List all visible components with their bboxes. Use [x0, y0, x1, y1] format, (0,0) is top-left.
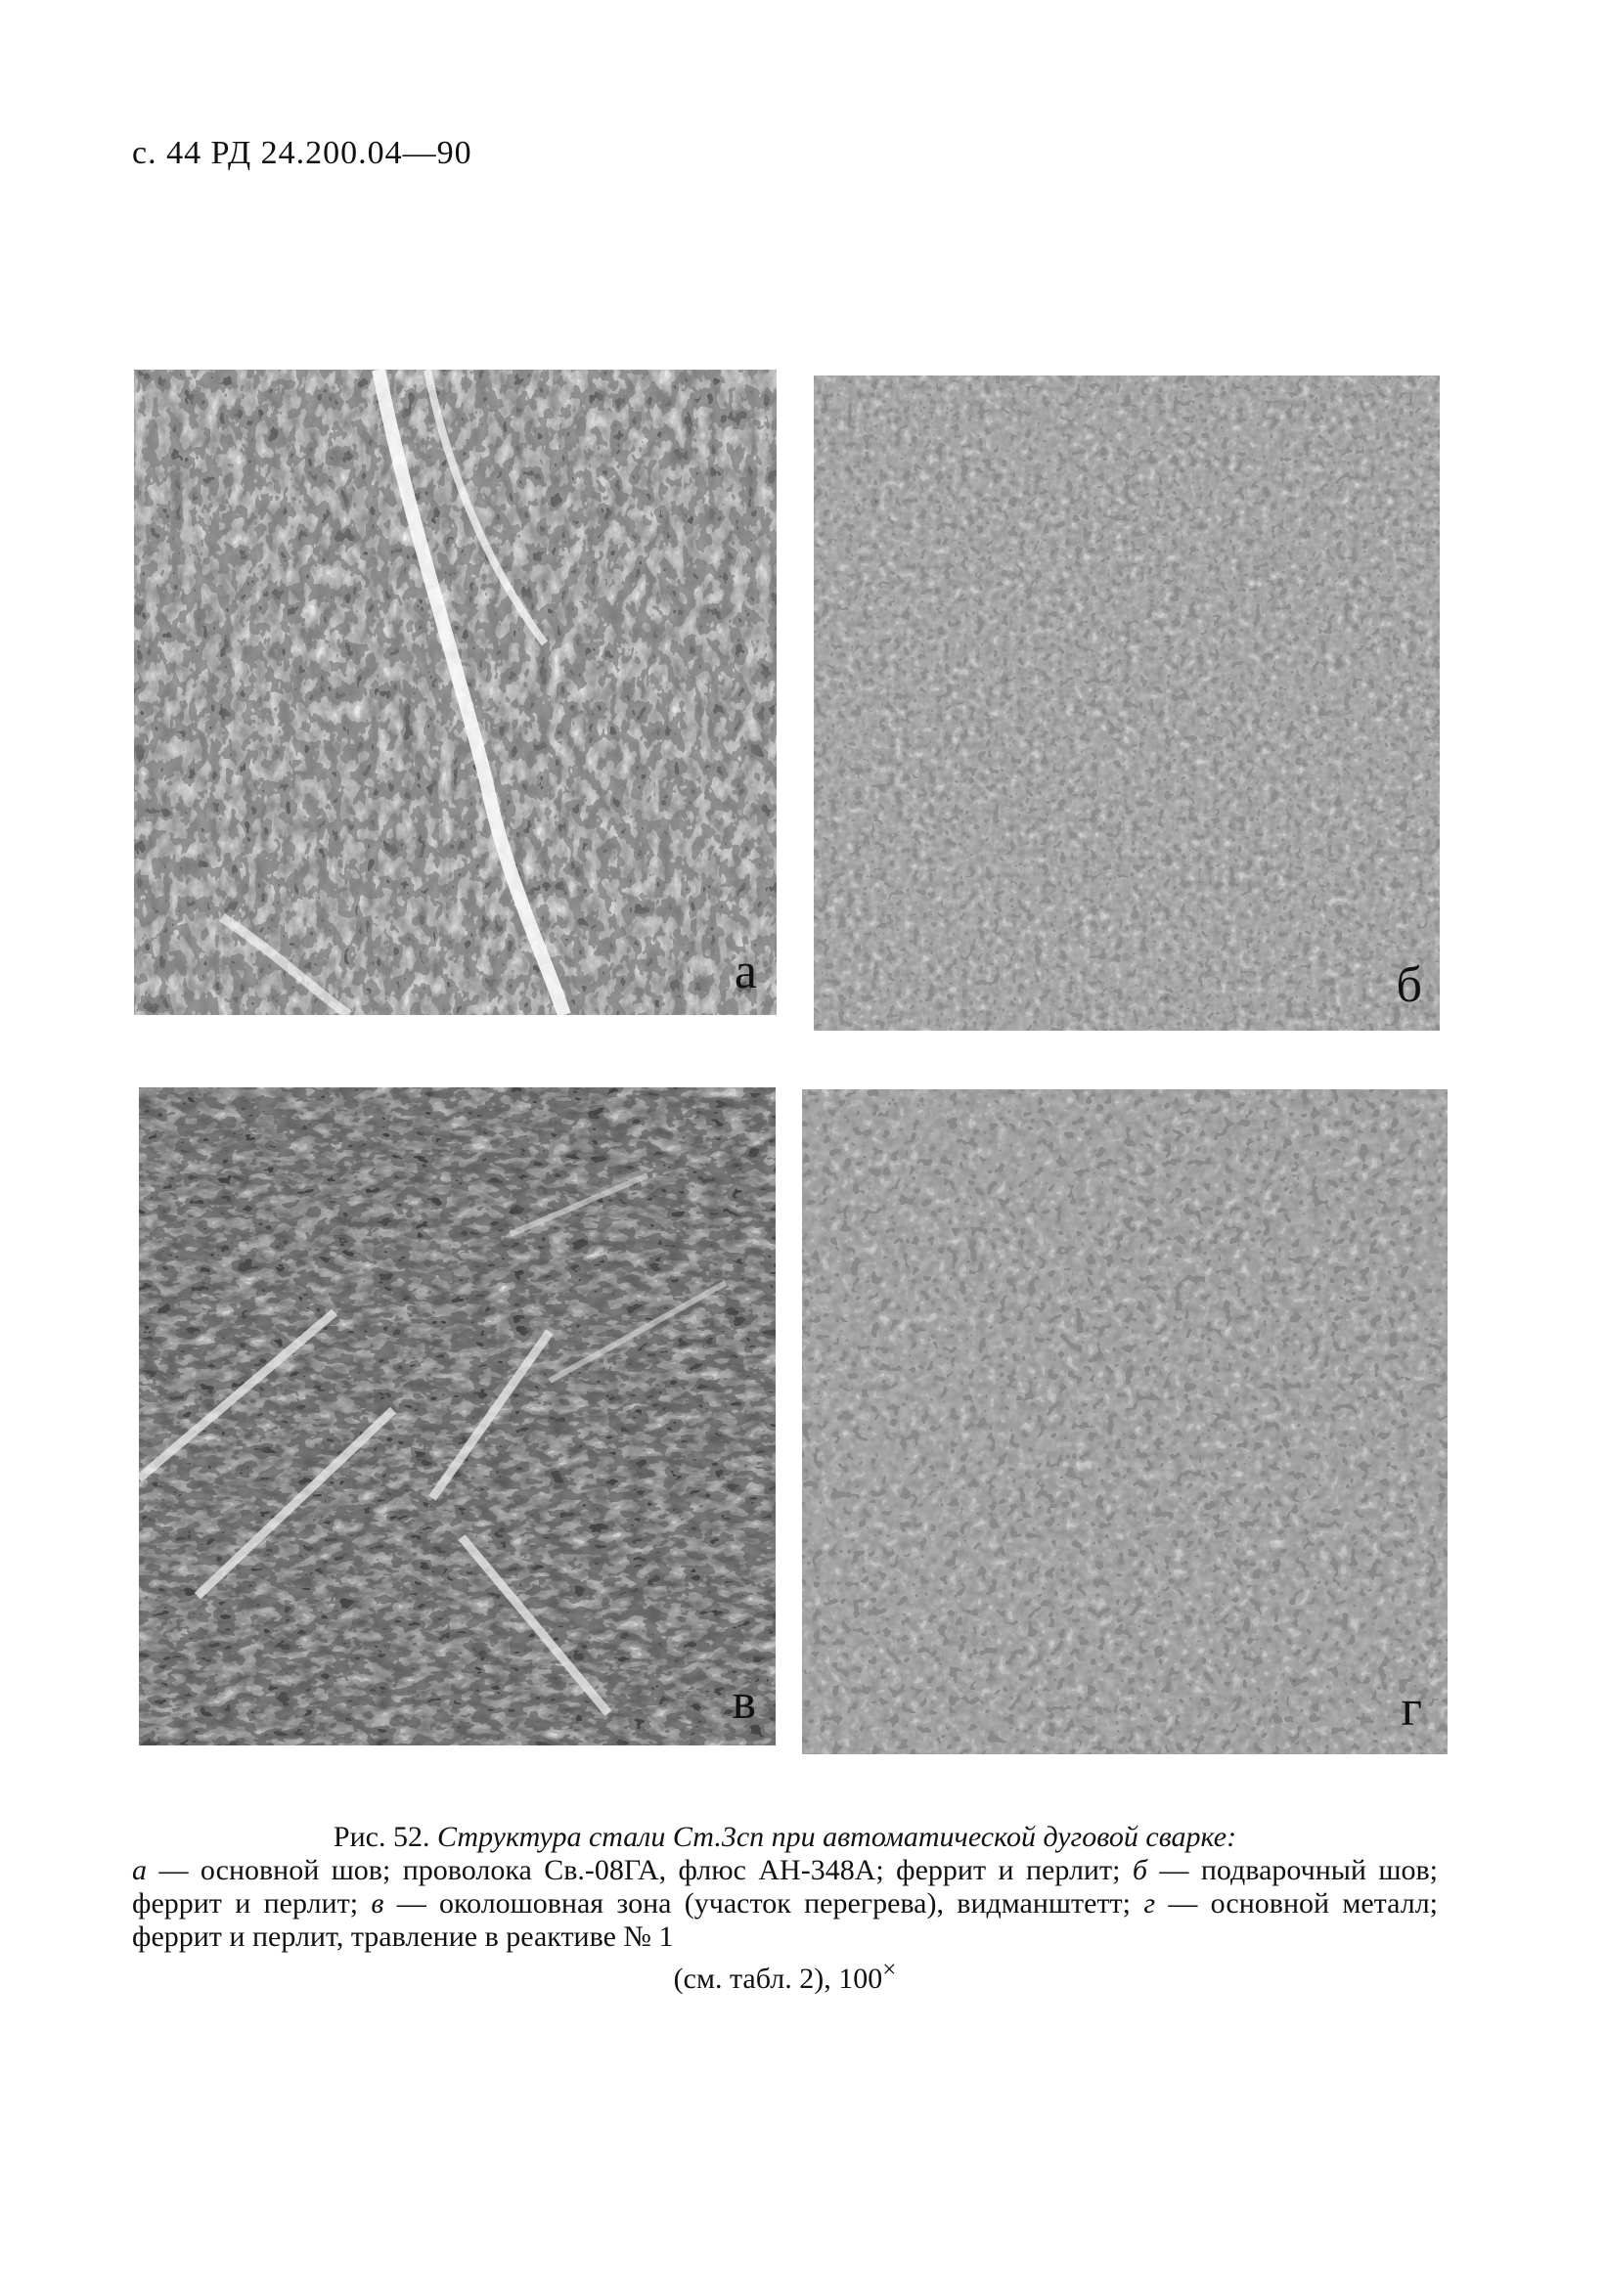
caption-letter-g: г: [1143, 1887, 1156, 1920]
panel-letter-g: г: [1401, 1681, 1422, 1737]
page-header: с. 44 РД 24.200.04—90: [132, 135, 472, 171]
panel-letter-v: в: [732, 1674, 756, 1730]
caption-letter-a: а: [132, 1854, 147, 1886]
caption-last-line-text: (см. табл. 2), 100: [673, 1963, 883, 1995]
magnification-mark: ×: [882, 1957, 897, 1983]
figure-caption: [132, 1821, 1438, 1996]
micrograph-b: [814, 375, 1440, 1031]
caption-text-a: — основной шов; проволока Св.-08ГА, флюс АН-348А; феррит и перлит;: [147, 1854, 1133, 1886]
caption-title: [132, 1821, 1438, 1854]
caption-last-line: [132, 1954, 1438, 1996]
micrograph-v: [139, 1087, 776, 1745]
micrograph-a: [134, 370, 777, 1015]
caption-title-italic: Структура стали Ст.3сп при автоматической дуговой сварке:: [436, 1821, 1237, 1853]
panel-letter-a: а: [734, 944, 757, 999]
panel-letter-b: б: [1396, 957, 1422, 1013]
caption-text-b: — подварочный шов; феррит и перлит;: [132, 1854, 1438, 1920]
caption-letter-v: в: [371, 1887, 384, 1920]
micrograph-g: [802, 1089, 1448, 1754]
caption-text-v: — околошовная зона (участок перегрева), видманштетт;: [383, 1887, 1144, 1920]
caption-letter-b: б: [1132, 1854, 1147, 1886]
caption-text-g: — основной металл; феррит и перлит, травление в реактиве № 1: [132, 1887, 1438, 1953]
caption-title-prefix: Рис. 52.: [333, 1821, 437, 1853]
